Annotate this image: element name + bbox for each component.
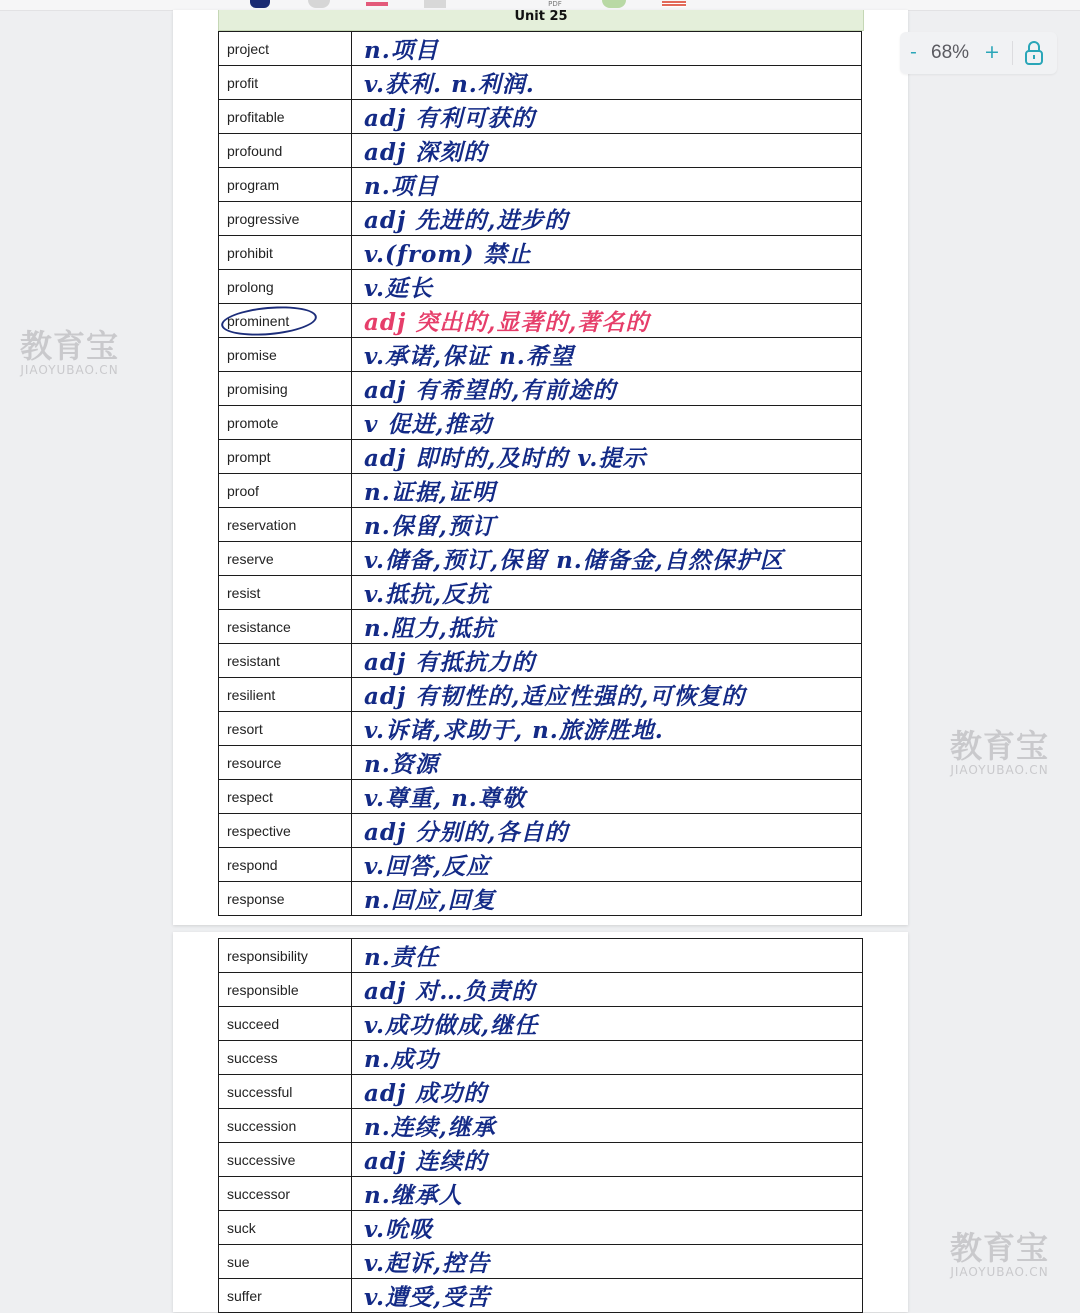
vocab-word-text: successful bbox=[227, 1083, 293, 1100]
table-row bbox=[219, 134, 862, 168]
vocab-word-text: responsibility bbox=[227, 947, 308, 964]
vocab-meaning: adj 有抵抗力的 bbox=[352, 644, 862, 678]
vocab-meaning: adj 先进的,进步的 bbox=[352, 202, 862, 236]
toolbar-eraser-icon[interactable] bbox=[308, 0, 330, 8]
vocab-meaning: adj 有希望的,有前途的 bbox=[352, 372, 862, 406]
table-row bbox=[219, 202, 862, 236]
table-row bbox=[219, 1211, 863, 1245]
table-row bbox=[219, 610, 862, 644]
vocab-word bbox=[219, 542, 352, 576]
vocab-word-text: respective bbox=[227, 822, 291, 839]
watermark-title: 教育宝 bbox=[950, 727, 1050, 765]
watermark-subtitle: JIAOYUBAO.CN bbox=[950, 763, 1049, 777]
vocab-word bbox=[219, 1279, 352, 1313]
vocab-meaning: v.获利. n.利润. bbox=[352, 66, 862, 100]
table-row bbox=[219, 474, 862, 508]
vocab-meaning: n.责任 bbox=[352, 939, 863, 973]
vocab-word-text: resistant bbox=[227, 652, 280, 669]
vocab-meaning: adj 有韧性的,适应性强的,可恢复的 bbox=[352, 678, 862, 712]
vocab-word-text: success bbox=[227, 1049, 278, 1066]
vocab-meaning: n.成功 bbox=[352, 1041, 863, 1075]
vocab-meaning: v.吮吸 bbox=[352, 1211, 863, 1245]
vocab-word-text: resist bbox=[227, 584, 261, 601]
vocab-word-text: prohibit bbox=[227, 244, 273, 261]
unit-title: Unit 25 bbox=[218, 10, 864, 31]
vocab-word bbox=[219, 1211, 352, 1245]
vocab-meaning: v.(from) 禁止 bbox=[352, 236, 862, 270]
table-row bbox=[219, 1007, 863, 1041]
vocab-meaning: n.回应,回复 bbox=[352, 882, 862, 916]
table-row bbox=[219, 644, 862, 678]
vocab-word-text: respect bbox=[227, 788, 273, 805]
vocab-word-text: prominent bbox=[227, 312, 290, 329]
vocab-word bbox=[219, 678, 352, 712]
table-row bbox=[219, 440, 862, 474]
vocab-meaning: v.延长 bbox=[352, 270, 862, 304]
table-row bbox=[219, 1075, 863, 1109]
vocab-word-text: profitable bbox=[227, 108, 285, 125]
vocab-word-text: suck bbox=[227, 1219, 256, 1236]
vocab-word bbox=[219, 644, 352, 678]
table-row bbox=[219, 32, 862, 66]
vocab-word bbox=[219, 973, 352, 1007]
watermark-logo bbox=[950, 1230, 1049, 1278]
vocab-word-text: responsible bbox=[227, 981, 299, 998]
vocab-meaning: n.连续,继承 bbox=[352, 1109, 863, 1143]
vocab-word bbox=[219, 1143, 352, 1177]
vocab-meaning: adj 对…负责的 bbox=[352, 973, 863, 1007]
vocab-word bbox=[219, 474, 352, 508]
vocab-word bbox=[219, 236, 352, 270]
table-row bbox=[219, 973, 863, 1007]
vocab-meaning: n.继承人 bbox=[352, 1177, 863, 1211]
toolbar-pdf-icon[interactable]: PDF bbox=[548, 0, 562, 8]
vocab-word bbox=[219, 712, 352, 746]
table-row bbox=[219, 746, 862, 780]
table-row bbox=[219, 338, 862, 372]
table-row bbox=[219, 66, 862, 100]
vocab-word bbox=[219, 814, 352, 848]
vocab-word bbox=[219, 338, 352, 372]
vocab-meaning: n.保留,预订 bbox=[352, 508, 862, 542]
vocab-word bbox=[219, 270, 352, 304]
vocab-word bbox=[219, 746, 352, 780]
zoom-in-button[interactable]: + bbox=[984, 41, 1000, 63]
table-row bbox=[219, 1041, 863, 1075]
vocab-word-text: respond bbox=[227, 856, 278, 873]
vocab-meaning: n.证据,证明 bbox=[352, 474, 862, 508]
vocab-word bbox=[219, 134, 352, 168]
vocab-meaning: adj 即时的,及时的 v.提示 bbox=[352, 440, 862, 474]
vocab-meaning: v.诉诸,求助于, n.旅游胜地. bbox=[352, 712, 862, 746]
vocab-meaning: adj 有利可获的 bbox=[352, 100, 862, 134]
watermark-subtitle: JIAOYUBAO.CN bbox=[950, 1265, 1049, 1279]
table-row bbox=[219, 712, 862, 746]
vocab-word-text: resort bbox=[227, 720, 263, 737]
lock-icon[interactable] bbox=[1024, 40, 1044, 66]
table-row bbox=[219, 939, 863, 973]
vocab-word bbox=[219, 1007, 352, 1041]
vocab-word-text: succession bbox=[227, 1117, 297, 1134]
vocab-word-text: succeed bbox=[227, 1015, 280, 1032]
toolbar-lines-icon[interactable] bbox=[662, 1, 686, 7]
vocab-meaning: adj 成功的 bbox=[352, 1075, 863, 1109]
vocab-word-text: promise bbox=[227, 346, 277, 363]
table-row bbox=[219, 542, 862, 576]
document-page-2 bbox=[173, 932, 908, 1312]
table-row bbox=[219, 406, 862, 440]
zoom-out-button[interactable]: - bbox=[910, 41, 917, 63]
vocab-word bbox=[219, 1177, 352, 1211]
vocab-word-text: promising bbox=[227, 380, 288, 397]
toolbar-pen-icon[interactable] bbox=[250, 0, 270, 8]
vocab-word-text: progressive bbox=[227, 210, 300, 227]
zoom-control bbox=[900, 32, 1057, 74]
table-row bbox=[219, 678, 862, 712]
table-row bbox=[219, 304, 862, 338]
table-row bbox=[219, 576, 862, 610]
vocab-word-text: reserve bbox=[227, 550, 274, 567]
vocab-meaning: n.资源 bbox=[352, 746, 862, 780]
vocab-word-text: successor bbox=[227, 1185, 291, 1202]
table-row bbox=[219, 508, 862, 542]
vocab-word bbox=[219, 848, 352, 882]
vocab-meaning: adj 突出的,显著的,著名的 bbox=[352, 304, 862, 338]
watermark-logo bbox=[20, 328, 119, 376]
table-row bbox=[219, 780, 862, 814]
vocab-word bbox=[219, 882, 352, 916]
vocab-table-page-1 bbox=[218, 31, 862, 916]
vocab-word-text: resource bbox=[227, 754, 282, 771]
table-row bbox=[219, 1279, 863, 1313]
watermark-subtitle: JIAOYUBAO.CN bbox=[20, 363, 119, 377]
toolbar-color-icon[interactable] bbox=[602, 0, 626, 8]
table-row bbox=[219, 848, 862, 882]
vocab-word-text: proof bbox=[227, 482, 259, 499]
toolbar-shape-icon[interactable] bbox=[424, 0, 446, 8]
vocab-word bbox=[219, 168, 352, 202]
vocab-meaning: v.尊重, n.尊敬 bbox=[352, 780, 862, 814]
vocab-meaning: n.项目 bbox=[352, 32, 862, 66]
vocab-meaning: v.承诺,保证 n.希望 bbox=[352, 338, 862, 372]
vocab-meaning: v.遭受,受苦 bbox=[352, 1279, 863, 1313]
vocab-word bbox=[219, 1109, 352, 1143]
table-row bbox=[219, 100, 862, 134]
vocab-word bbox=[219, 1041, 352, 1075]
toolbar-highlighter-icon[interactable] bbox=[366, 2, 388, 6]
vocab-table-page-2 bbox=[218, 938, 863, 1313]
watermark-title: 教育宝 bbox=[950, 1229, 1050, 1267]
vocab-word bbox=[219, 939, 352, 973]
vocab-word-text: response bbox=[227, 890, 285, 907]
vocab-meaning: v.起诉,控告 bbox=[352, 1245, 863, 1279]
vocab-word bbox=[219, 440, 352, 474]
table-row bbox=[219, 1177, 863, 1211]
vocab-word-text: resilient bbox=[227, 686, 276, 703]
vocab-word bbox=[219, 780, 352, 814]
vocab-meaning: v.成功做成,继任 bbox=[352, 1007, 863, 1041]
vocab-word bbox=[219, 372, 352, 406]
table-row bbox=[219, 236, 862, 270]
zoom-divider bbox=[1012, 41, 1013, 65]
vocab-word-text: successive bbox=[227, 1151, 296, 1168]
vocab-word bbox=[219, 508, 352, 542]
table-row bbox=[219, 1143, 863, 1177]
vocab-word-text: prompt bbox=[227, 448, 271, 465]
vocab-meaning: v.回答,反应 bbox=[352, 848, 862, 882]
vocab-meaning: adj 连续的 bbox=[352, 1143, 863, 1177]
vocab-meaning: adj 深刻的 bbox=[352, 134, 862, 168]
table-row bbox=[219, 372, 862, 406]
vocab-word bbox=[219, 32, 352, 66]
vocab-meaning: v.储备,预订,保留 n.储备金,自然保护区 bbox=[352, 542, 862, 576]
table-row bbox=[219, 882, 862, 916]
vocab-word bbox=[219, 576, 352, 610]
vocab-word-text: profound bbox=[227, 142, 283, 159]
vocab-word-text: program bbox=[227, 176, 280, 193]
vocab-word-text: reservation bbox=[227, 516, 297, 533]
table-row bbox=[219, 1109, 863, 1143]
table-row bbox=[219, 1245, 863, 1279]
watermark-title: 教育宝 bbox=[20, 327, 120, 365]
vocab-word bbox=[219, 304, 352, 338]
vocab-word-text: resistance bbox=[227, 618, 291, 635]
vocab-word bbox=[219, 1245, 352, 1279]
vocab-meaning: n.阻力,抵抗 bbox=[352, 610, 862, 644]
vocab-word-text: promote bbox=[227, 414, 279, 431]
vocab-meaning: n.项目 bbox=[352, 168, 862, 202]
vocab-word bbox=[219, 202, 352, 236]
watermark-logo bbox=[950, 728, 1049, 776]
document-page-1 bbox=[173, 10, 908, 925]
vocab-word bbox=[219, 1075, 352, 1109]
vocab-word bbox=[219, 610, 352, 644]
vocab-word bbox=[219, 100, 352, 134]
vocab-meaning: adj 分别的,各自的 bbox=[352, 814, 862, 848]
table-row bbox=[219, 168, 862, 202]
zoom-level: 68% bbox=[931, 42, 970, 63]
vocab-meaning: v 促进,推动 bbox=[352, 406, 862, 440]
table-row bbox=[219, 270, 862, 304]
table-row bbox=[219, 814, 862, 848]
vocab-word-text: profit bbox=[227, 74, 259, 91]
vocab-word-text: project bbox=[227, 40, 270, 57]
vocab-meaning: v.抵抗,反抗 bbox=[352, 576, 862, 610]
vocab-word bbox=[219, 66, 352, 100]
vocab-word-text: suffer bbox=[227, 1287, 262, 1304]
vocab-word-text: prolong bbox=[227, 278, 274, 295]
vocab-word bbox=[219, 406, 352, 440]
vocab-word-text: sue bbox=[227, 1253, 250, 1270]
